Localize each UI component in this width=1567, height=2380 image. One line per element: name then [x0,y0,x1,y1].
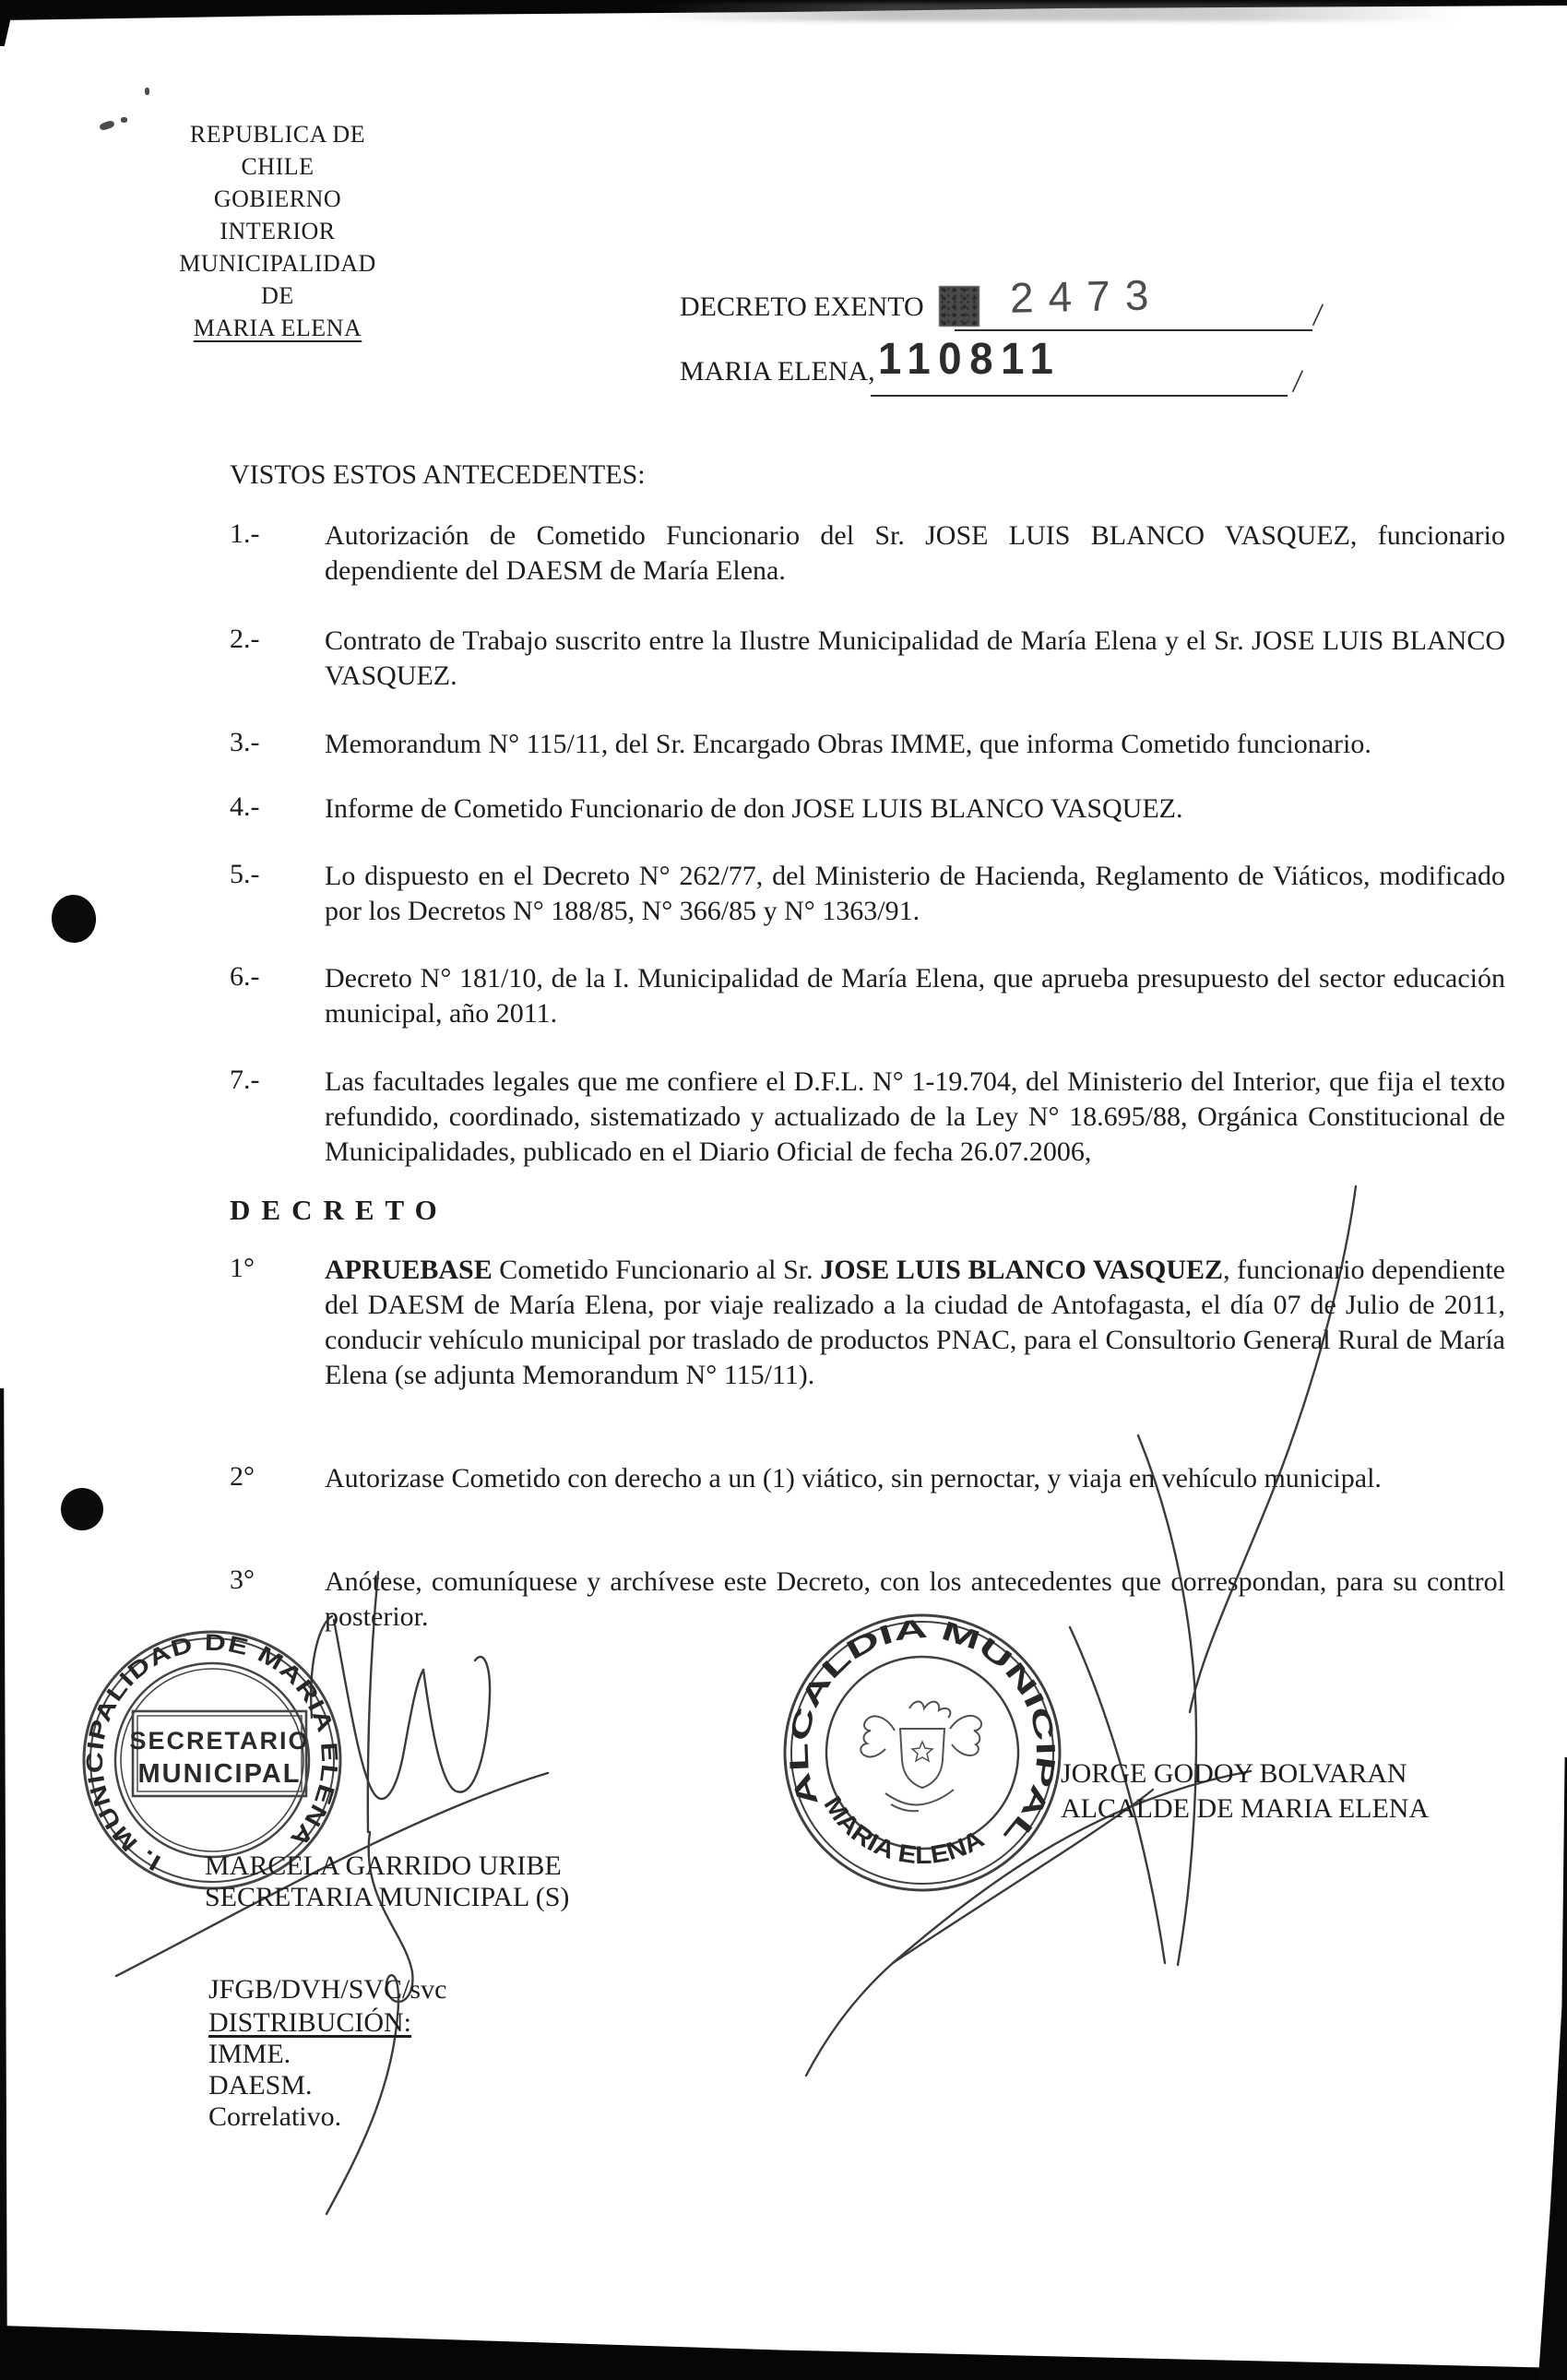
decreto-item-num: 1° [230,1253,255,1283]
secretario-stamp-line1: SECRETARIO [129,1727,310,1755]
alcalde-name: JORGE GODOY BOLVARAN [1061,1758,1407,1789]
decreto-item-num: 2° [230,1461,255,1492]
distribution-item: DAESM. [208,2070,313,2100]
secretaria-name: MARCELA GARRIDO URIBE [205,1850,562,1881]
letterhead-line-1: REPUBLICA DE CHILE [189,121,366,180]
letterhead-line-3: MUNICIPALIDAD DE [179,250,376,309]
vistos-item-num: 1.- [230,518,260,549]
decreto-title: DECRETO [230,1194,448,1226]
decree-number-slash: / [1311,295,1325,334]
secretario-stamp-ring-text: I. MUNICIPALIDAD DE MARIA ELENA [81,1629,343,1876]
vistos-item-num: 4.- [230,791,260,822]
vistos-item-text: Lo dispuesto en el Decreto N° 262/77, del Ministerio de Hacienda, Reglamento de Viáticos, modificado por los Decretos N° 188/85, N° 366/85 y N° 1363/91. [325,861,1505,926]
vistos-item-text: Autorización de Cometido Funcionario del Sr. JOSE LUIS BLANCO VASQUEZ, funcionario dependiente del DAESM de María Elena. [325,520,1505,586]
place-label: MARIA ELENA, [680,356,875,387]
alcalde-signature [806,1186,1356,2076]
vistos-item-num: 7.- [230,1065,260,1095]
decreto-item-text: Autorizase Cometido con derecho a un (1) viático, sin pernoctar, y viaja en vehículo municipal. [325,1463,1382,1493]
decree-exento-label: DECRETO EXENTO [680,292,924,322]
date-stamp: 110811 [878,335,1062,384]
vistos-item-text: Informe de Cometido Funcionario de don JOSE LUIS BLANCO VASQUEZ. [325,793,1183,824]
distribution-item: Correlativo. [208,2101,342,2132]
date-slash: / [1290,362,1305,400]
vistos-item-num: 2.- [230,624,260,654]
letterhead-line-4: MARIA ELENA [193,315,362,341]
decree-number-stamp: 2473 [1009,270,1164,322]
vistos-item-num: 5.- [230,859,260,889]
vistos-item-num: 6.- [230,961,260,992]
alcalde-title: ALCALDE DE MARIA ELENA [1061,1793,1430,1824]
decreto-item-text: APRUEBASE Cometido Funcionario al Sr. JOSE LUIS BLANCO VASQUEZ, funcionario dependiente del DAESM de María Elena, por viaje realizado a la ciudad de Antofagasta, el día 07 de Julio de 2011, conducir vehículo municipal por traslado de productos PNAC, para el Consultorio General Rural de María Elena (se adjunta Memorandum N° 115/11). [325,1255,1505,1390]
vistos-item-num: 3.- [230,727,260,757]
vistos-item-text: Contrato de Trabajo suscrito entre la Ilustre Municipalidad de María Elena y el Sr. JOSE LUIS BLANCO VASQUEZ. [325,625,1505,691]
vistos-item-text: Las facultades legales que me confiere el D.F.L. N° 1-19.704, del Ministerio del Interior, que fija el texto refundido, coordinado, sistematizado y actualizado de la Ley N° 18.695/88, Orgánica Constitucional de Municipalidades, publicado en el Diario Oficial de fecha 26.07.2006, [325,1066,1505,1167]
decreto-item-text: Anótese, comuníquese y archívese este Decreto, con los antecedentes que correspondan, para su control posterior. [325,1566,1505,1632]
alcaldia-stamp-ring-bottom: MARIA ELENA [818,1791,988,1870]
alcaldia-stamp-ring-top: ALCALDIA MUNICIPAL [784,1615,1061,1841]
letterhead-line-2: GOBIERNO INTERIOR [213,185,342,244]
vistos-item-text: Decreto N° 181/10, de la I. Municipalidad de María Elena, que aprueba presupuesto del sector educación municipal, año 2011. [325,963,1505,1029]
initials-line: JFGB/DVH/SVC/svc [208,1974,447,2005]
vistos-item-text: Memorandum N° 115/11, del Sr. Encargado Obras IMME, que informa Cometido funcionario. [325,729,1371,759]
vistos-title: VISTOS ESTOS ANTECEDENTES: [230,459,646,490]
secretario-stamp-line2: MUNICIPAL [137,1759,302,1789]
decreto-item-num: 3° [230,1565,255,1595]
secretaria-title: SECRETARIA MUNICIPAL (S) [205,1882,570,1912]
distribution-item: IMME. [208,2039,291,2069]
distribution-label: DISTRIBUCIÓN: [208,2007,412,2038]
